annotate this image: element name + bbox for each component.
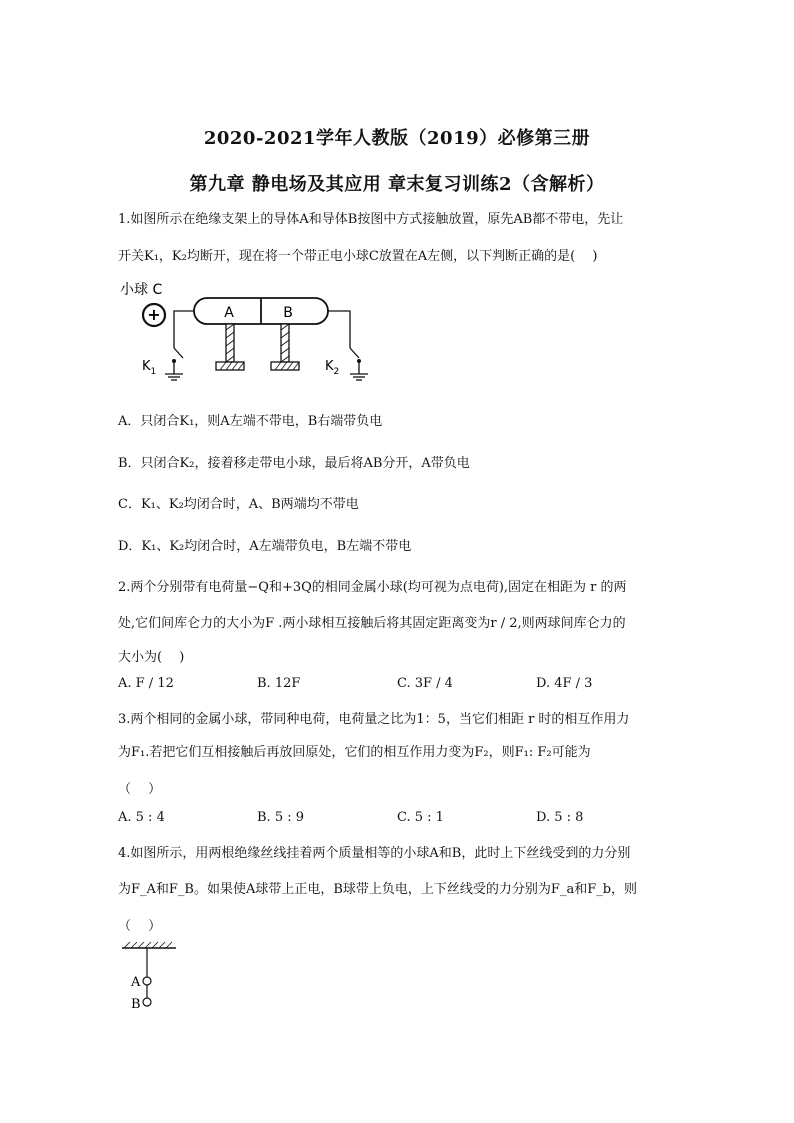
question-3-line-1: 3.两个相同的金属小球，带同种电荷，电荷量之比为1：5，当它们相距 r 时的相互作用力	[118, 712, 630, 727]
question-1-option-c: C．K₁、K₂均闭合时，A、B两端均不带电	[118, 497, 359, 512]
question-4-line-2: 为F_A和F_B。如果使A球带上正电，B球带上负电，上下丝线受的力分别为F_a和F_b，则	[118, 882, 638, 897]
k2-subscript: 2	[333, 367, 340, 377]
question-3-option-c: C. 5 : 1	[397, 810, 444, 825]
k1-subscript: 1	[150, 367, 157, 377]
question-2-option-c: C. 3F / 4	[397, 676, 453, 691]
ball-c-label: 小球 C	[120, 282, 163, 298]
question-2-option-b: B. 12F	[257, 676, 301, 691]
k1-label: K	[142, 359, 151, 374]
document-title: 2020-2021学年人教版（2019）必修第三册	[203, 128, 591, 149]
question-3-option-d: D. 5 : 8	[536, 810, 584, 825]
question-1-line-2: 开关K₁，K₂均断开，现在将一个带正电小球C放置在A左侧，以下判断正确的是( )	[118, 249, 598, 264]
ball-a-label: A	[131, 975, 141, 990]
conductor-b-label: B	[283, 305, 293, 321]
question-3-line-2: 为F₁.若把它们互相接触后再放回原处，它们的相互作用力变为F₂，则F₁: F₂可能为	[118, 745, 591, 760]
question-4-line-1: 4.如图所示，用两根绝缘丝线挂着两个质量相等的小球A和B，此时上下丝线受到的力分别	[118, 846, 631, 861]
question-2-line-2: 处,它们间库仑力的大小为F .两小球相互接触后将其固定距离变为r / 2,则两球间库仑力的	[118, 616, 626, 631]
switch-k2	[325, 311, 368, 380]
question-3-line-3: （ ）	[118, 782, 162, 797]
question-2-option-d: D. 4F / 3	[536, 676, 593, 691]
conductor-ab	[194, 298, 328, 324]
insulating-stand-a	[216, 324, 244, 370]
question-2-line-1: 2.两个分别带有电荷量−Q和+3Q的相同金属小球(均可视为点电荷),固定在相距为 r 的两	[118, 580, 627, 595]
conductor-circuit-figure	[118, 278, 388, 382]
insulating-stand-b	[271, 324, 299, 370]
question-1-option-a: A．只闭合K₁，则A左端不带电，B右端带负电	[118, 414, 383, 429]
k2-label: K	[325, 359, 334, 374]
chapter-title: 第九章 静电场及其应用 章末复习训练2（含解析）	[189, 174, 605, 195]
question-3-option-a: A. 5 : 4	[118, 810, 165, 825]
ball-b-label: B	[131, 997, 141, 1012]
question-2-line-3: 大小为( )	[118, 650, 185, 665]
ceiling-support	[122, 942, 176, 948]
question-3-option-b: B. 5 : 9	[257, 810, 305, 825]
svg-text:K1	[142, 359, 156, 377]
charged-ball-c	[143, 304, 165, 326]
question-1-option-b: B．只闭合K₂，接着移走带电小球，最后将AB分开，A带负电	[118, 456, 470, 471]
question-4-line-3: （ ）	[118, 919, 162, 934]
ball-sign: +	[147, 305, 161, 324]
svg-text:K2	[325, 359, 339, 377]
ball-a	[143, 977, 151, 985]
hanging-balls-figure	[118, 940, 182, 1016]
question-2-option-a: A. F / 12	[118, 676, 174, 691]
question-1-option-d: D．K₁、K₂均闭合时，A左端带负电，B左端不带电	[118, 539, 412, 554]
conductor-a-label: A	[224, 305, 234, 321]
ball-b	[143, 998, 151, 1006]
question-1-line-1: 1.如图所示在绝缘支架上的导体A和导体B按图中方式接触放置，原先AB都不带电，先让	[118, 212, 624, 227]
